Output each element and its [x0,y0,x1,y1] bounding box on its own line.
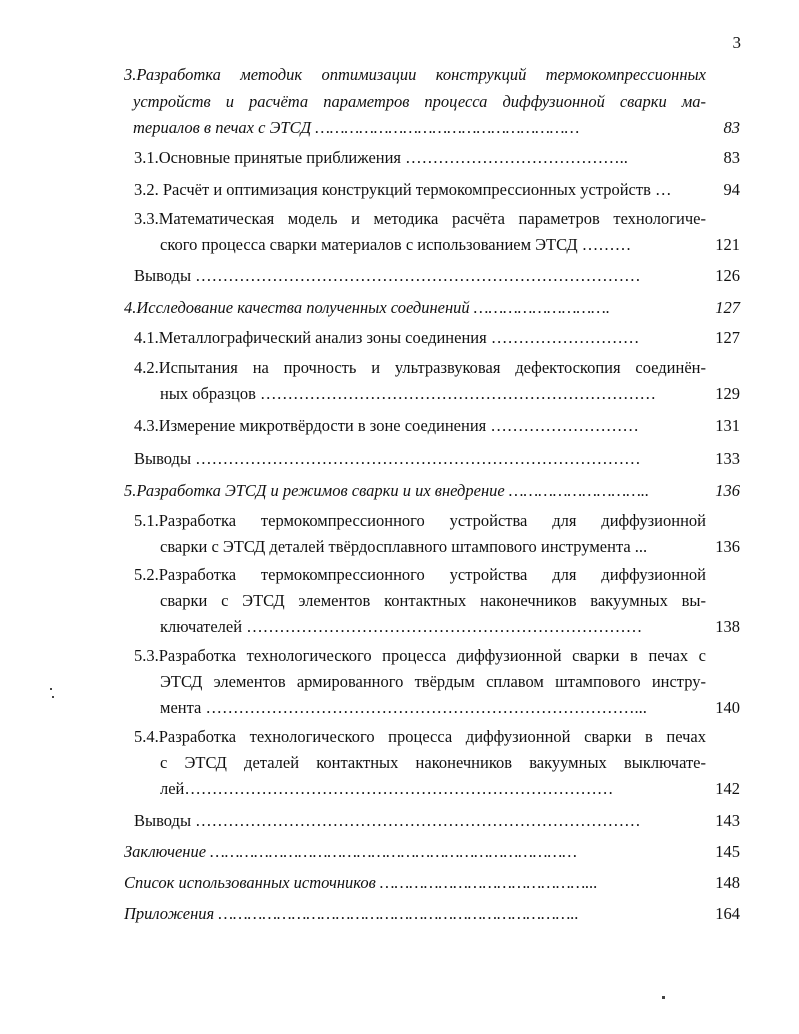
toc-entry-text: Выводы ……………………………………………………………………… [134,266,641,285]
toc-entry-text: Выводы ……………………………………………………………………… [134,449,641,468]
toc-section-5-2-cont2[interactable] [160,614,695,641]
toc-page-number: 138 [715,617,740,636]
toc-page-number: 142 [715,779,740,798]
toc-page-number: 83 [723,148,740,167]
toc-page-number: 140 [715,698,740,717]
toc-section-5-1-cont[interactable] [160,534,695,561]
toc-section-5-1[interactable] [134,508,706,535]
scan-speck [52,696,54,698]
toc-section-5-3[interactable] [134,643,706,670]
toc-conclusions-4[interactable] [134,446,694,473]
toc-page-number: 94 [723,180,740,199]
scan-speck [662,996,665,999]
toc-entry-text: Приложения ……………………………………………………………….. [124,904,579,923]
toc-appendices[interactable] [124,901,694,928]
toc-entry-text: мента ……………………………………………………………………... [160,698,647,717]
toc-entry-text: Заключение ………………………………………………………………… [124,842,577,861]
toc-section-3-3[interactable] [134,206,706,233]
scan-speck [50,688,52,690]
toc-conclusions-3[interactable] [134,263,694,290]
toc-chapter-3[interactable] [124,62,706,89]
toc-page-number: 131 [715,416,740,435]
toc-page-number: 136 [715,481,740,500]
toc-page-number: 136 [715,537,740,556]
toc-section-3-3-cont[interactable] [160,232,695,259]
toc-entry-text: ключателей ……………………………………………………………… [160,617,643,636]
toc-section-5-4-cont[interactable] [160,750,706,777]
toc-page-number: 129 [715,384,740,403]
toc-entry-text: с ЭТСД деталей контактных наконечников вакуумных выключате- [160,753,706,772]
toc-entry-text: 3.2. Расчёт и оптимизация конструкций термокомпрессионных устройств … [134,180,672,199]
toc-entry-text: ных образцов ……………………………………………………………… [160,384,657,403]
toc-section-4-3[interactable] [134,413,694,440]
toc-section-5-3-cont2[interactable] [160,695,695,722]
toc-section-5-3-cont[interactable] [160,669,706,696]
toc-entry-text: 5.1.Разработка термокомпрессионного устройства для диффузионной [134,511,706,530]
toc-entry-text: 5.4.Разработка технологического процесса диффузионной сварки в печах [134,727,706,746]
toc-section-5-2[interactable] [134,562,706,589]
toc-page-number: 121 [715,235,740,254]
toc-entry-text: 5.3.Разработка технологического процесса диффузионной сварки в печах с [134,646,706,665]
toc-entry-text: 5.Разработка ЭТСД и режимов сварки и их внедрение ……………………….. [124,481,650,500]
toc-page-number: 127 [715,298,740,317]
toc-page-number: 148 [715,873,740,892]
toc-page-number: 145 [715,842,740,861]
toc-chapter-3-cont2[interactable] [133,115,693,142]
toc-page-number: 133 [715,449,740,468]
toc-section-4-1[interactable] [134,325,694,352]
toc-entry-text: 3.Разработка методик оптимизации конструкций термокомпрессионных [124,65,706,84]
toc-page-number: 127 [715,328,740,347]
toc-section-4-2-cont[interactable] [160,381,695,408]
toc-entry-text: сварки с ЭТСД элементов контактных наконечников вакуумных вы- [160,591,706,610]
toc-chapter-3-cont[interactable] [133,89,706,116]
toc-conclusions-5[interactable] [134,808,694,835]
toc-conclusion[interactable] [124,839,694,866]
toc-entry-text: Список использованных источников ……………………………………... [124,873,598,892]
toc-section-5-4-cont2[interactable] [160,776,680,803]
toc-entry-text: Выводы ……………………………………………………………………… [134,811,641,830]
toc-entry-text: 4.2.Испытания на прочность и ультразвуковая дефектоскопия соединён- [134,358,706,377]
toc-entry-text: 3.1.Основные принятые приближения ………………………………….. [134,148,628,167]
toc-entry-text: ЭТСД элементов армированного твёрдым сплавом штампового инстру- [160,672,706,691]
toc-section-5-2-cont[interactable] [160,588,706,615]
toc-entry-text: 5.2.Разработка термокомпрессионного устройства для диффузионной [134,565,706,584]
toc-section-3-1[interactable] [134,145,694,172]
toc-entry-text: 4.Исследование качества полученных соединений ………………………. [124,298,610,317]
toc-chapter-5[interactable] [124,478,694,505]
toc-page-number: 83 [723,118,740,137]
toc-entry-text: 3.3.Математическая модель и методика расчёта параметров технологиче- [134,209,706,228]
toc-page-number: 126 [715,266,740,285]
toc-entry-text: устройств и расчёта параметров процесса диффузионной сварки ма- [133,92,706,111]
toc-chapter-4[interactable] [124,295,694,322]
toc-section-4-2[interactable] [134,355,706,382]
toc-entry-text: 4.1.Металлографический анализ зоны соединения ……………………… [134,328,640,347]
toc-page-number: 164 [715,904,740,923]
toc-references[interactable] [124,870,694,897]
toc-entry-text: сварки с ЭТСД деталей твёрдосплавного штампового инструмента ... [160,537,648,556]
toc-page-number: 143 [715,811,740,830]
toc-entry-text: териалов в печах с ЭТСД ……………………………………………… [133,118,580,137]
page-number: 3 [732,33,741,52]
toc-entry-text: ского процесса сварки материалов с использованием ЭТСД ……… [160,235,632,254]
toc-section-5-4[interactable] [134,724,706,751]
toc-entry-text: лей…………………………………………………………………… [160,779,614,798]
toc-entry-text: 4.3.Измерение микротвёрдости в зоне соединения ……………………… [134,416,639,435]
toc-section-3-2[interactable] [134,177,694,204]
